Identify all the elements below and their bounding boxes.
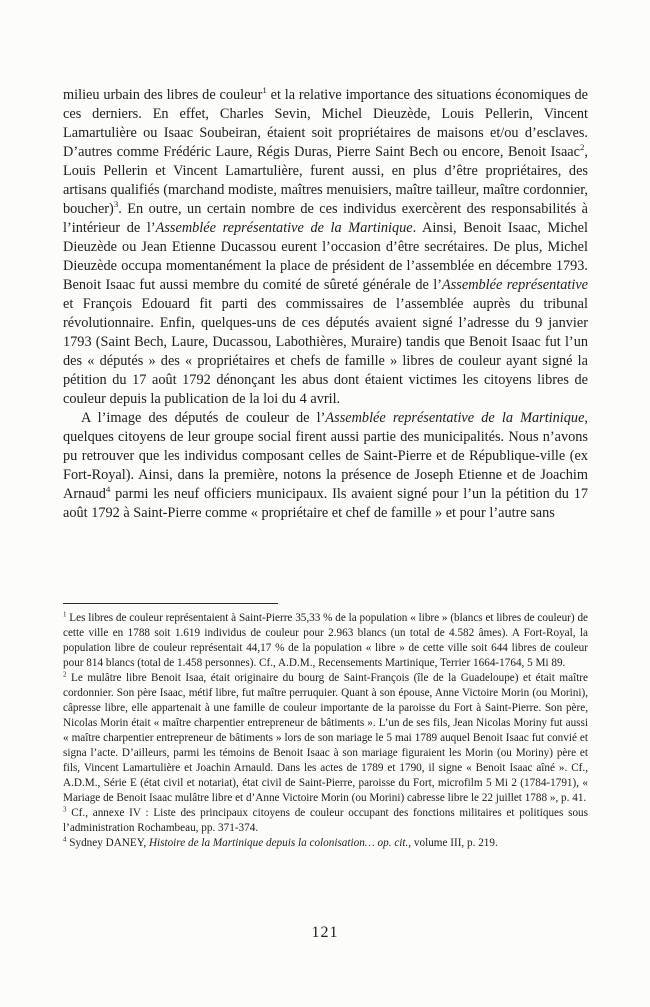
text-run: Assemblée représentative de la Martinique bbox=[155, 220, 413, 236]
text-run: et François Edouard fit parti des commissaires de l’assemblée auprès du tribunal révolutionnaire. Enfin, quelques-uns de ces députés avaient signé l’adresse du 9 janvier 1793 (Saint Bech, Laure, Ducassou, Labothières, Muraire) tandis que Benoit Isaac fut l’un des « députés » des « propriétaires et chefs de famille » libres de couleur ayant signé la pétition du 17 août 1792 dénonçant les abus dont étaient victimes les citoyens libres de couleur depuis la publication de la loi du 4 avril. bbox=[63, 296, 588, 407]
text-run: 1 bbox=[63, 610, 67, 619]
footnote bbox=[63, 806, 588, 836]
text-run: 4 bbox=[105, 484, 111, 495]
text-run: Les libres de couleur représentaient à Saint-Pierre 35,33 % de la population « libre » (blancs et libres de couleur) de cette ville en 1788 soit 1.619 individus de couleur pour 2.963 blancs (un total de 4.582 âmes). A Fort-Royal, la population libre de couleur représentait 44,17 % de la population « libre » de cette ville soit 644 libres de couleur pour 814 blancs (total de 1.458 personnes). Cf., A.D.M., Recensements Martinique, Terrier 1664-1764, 5 Mi 89. bbox=[63, 612, 588, 669]
footnote bbox=[63, 671, 588, 806]
footnote bbox=[63, 611, 588, 671]
text-run: parmi les neuf officiers municipaux. Ils avaient signé pour l’un la pétition du 17 août 1792 à Saint-Pierre comme « propriétaire et chef de famille » et pour l’autre sans bbox=[63, 486, 588, 521]
text-run: 4 bbox=[63, 835, 67, 844]
text-run: Cf., annexe IV : Liste des principaux citoyens de couleur occupant des fonctions militaires et politiques sous l’administration Rochambeau, pp. 371-374. bbox=[63, 807, 588, 834]
text-run: Assemblée représentative bbox=[441, 277, 589, 293]
text-run: Sydney DANEY, bbox=[66, 837, 149, 849]
page-number: 121 bbox=[311, 924, 339, 941]
text-run: et la relative importance des situations économiques de ces derniers. En effet, Charles Sevin, Michel Dieuzède, Louis Pellerin, Vincent Lamartulière ou Isaac Soubeiran, étaient soit propriétaires de maisons et/ou d’esclaves. D’autres comme Frédéric Laure, Régis Duras, Pierre Saint Bech ou encore, Benoit Isaac bbox=[63, 87, 588, 160]
text-run: , Louis Pellerin et Vincent Lamartulière, furent aussi, en plus d’être propriétaires, des artisans qualifiés (marchand modiste, maîtres menuisiers, maître tailleur, maître cordonnier, boucher) bbox=[63, 144, 588, 217]
text-run: , quelques citoyens de leur groupe social firent aussi partie des municipalités. Nous n’avons pu retrouver que les individus composant celles de Saint-Pierre et de République-ville (ex Fort-Royal). Ainsi, dans la première, notons la présence de Joseph Etienne et de Joachim Arnaud bbox=[63, 410, 588, 502]
text-run: volume III, p. 219. bbox=[411, 837, 498, 849]
text-run: 3 bbox=[63, 805, 67, 814]
text-run: . Ainsi, Benoit Isaac, Michel Dieuzède ou Jean Etienne Ducassou eurent l’occasion d’être secrétaires. De plus, Michel Dieuzède occupa momentanément la place de président de l’assemblée en décembre 1793. Benoit Isaac fut aussi membre du comité de sûreté générale de l’ bbox=[63, 220, 588, 293]
text-run: Histoire de la Martinique depuis la colonisation… op. cit., bbox=[148, 837, 412, 849]
body-text bbox=[63, 86, 588, 523]
paragraph bbox=[63, 86, 588, 409]
paragraph bbox=[63, 409, 588, 523]
text-run: 3 bbox=[113, 199, 119, 210]
footnote bbox=[63, 836, 588, 851]
text-run: Le mulâtre libre Benoit Isaa, était originaire du bourg de Saint-François (île de la Guadeloupe) et était maître cordonnier. Son père Isaac, métif libre, fut maître perruquier. Quant à son épouse, Anne Victoire Morin (ou Morini), câpresse libre, elle appartenait à une famille de couleur importante de la paroisse du Fort à Saint-Pierre. Son père, Nicolas Morin était « maître charpentier entrepreneur de bâtiments ». L’un de ses fils, Jean Nicolas Moriny fut aussi « maître charpentier entrepreneur de bâtiments » lors de son mariage le 5 mai 1789 auquel Benoit Isaac fut convié et signa l’acte. D’ailleurs, parmi les témoins de Benoit Isaac à son mariage figuraient les Morin (ou Moriny) père et fils, Vincent Lamartulière et Joachin Arnauld. Dans les actes de 1789 et 1790, il signe « Benoit Isaac aîné ». Cf., A.D.M., Série E (état civil et notariat), état civil de Saint-Pierre, paroisse du Fort, microfilm 5 Mi 2 (1784-1791), « Mariage de Benoit Isaac mulâtre libre et d’Anne Victoire Morin (ou Morini) cabresse libre le 22 juillet 1788 », p. 41. bbox=[63, 672, 588, 804]
text-run: . En outre, un certain nombre de ces individus exercèrent des responsabilités à l’intérieur de l’ bbox=[63, 201, 588, 236]
text-run: milieu urbain des libres de couleur bbox=[63, 87, 263, 103]
text-run: 2 bbox=[579, 142, 585, 153]
footnotes-section bbox=[63, 603, 588, 851]
text-run: A l’image des députés de couleur de l’ bbox=[81, 410, 326, 426]
text-run: Assemblée représentative de la Martinique bbox=[325, 410, 585, 426]
text-run: 2 bbox=[63, 670, 67, 679]
footnote-separator-rule bbox=[63, 603, 278, 604]
text-run: 1 bbox=[262, 85, 267, 96]
